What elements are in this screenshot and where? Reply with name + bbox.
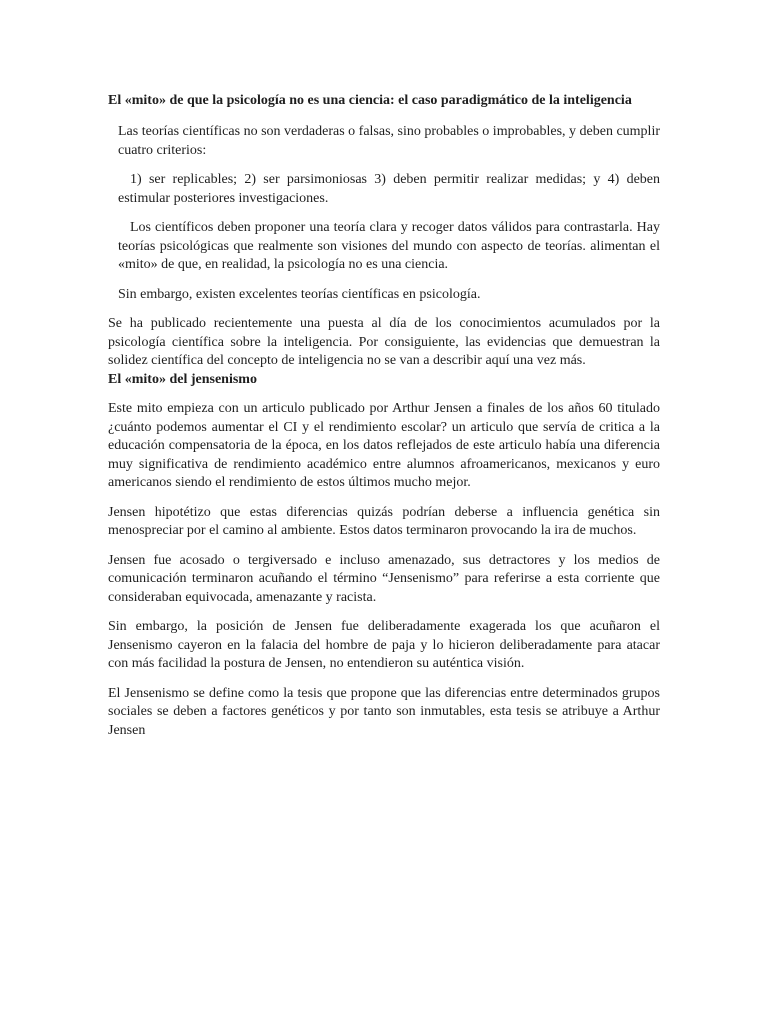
- criteria-list-paragraph: 1) ser replicables; 2) ser parsimoniosas 3) deben permitir realizar medidas; y 4) deben estimular posteriores investigaciones.: [118, 172, 660, 206]
- scientists-paragraph: Los científicos deben proponer una teoría clara y recoger datos válidos para contrastarla. Hay teorías psicológicas que realmente son visiones del mundo con aspecto de teorías. alimentan el «mito» de que, en realidad, la psicología no es una ciencia.: [118, 220, 660, 272]
- body-paragraph-2: Jensen hipotétizo que estas diferencias quizás podrían deberse a influencia genética sin menospreciar por el camino al ambiente. Estos datos terminaron provocando la ira de muchos.: [108, 504, 660, 538]
- body-paragraph-1: Este mito empieza con un articulo publicado por Arthur Jensen a finales de los años 60 titulado ¿cuánto podemos aumentar el CI y el rendimiento escolar? un articulo que servía de critica a la educación compensatoria de la época, en los datos reflejados de este articulo había una diferencia muy significativa de rendimiento académico entre alumnos afroamericanos, mexicanos y euro americanos siendo el rendimiento de estos últimos mucho mejor.: [108, 401, 660, 490]
- body-paragraph-3: Jensen fue acosado o tergiversado e incluso amenazado, sus detractores y los medios de comunicación terminaron acuñando el término “Jensenismo” para referirse a esta corriente que consideraban equivocada, amenazante y racista.: [108, 552, 660, 605]
- criteria-intro-paragraph: Las teorías científicas no son verdaderas o falsas, sino probables o improbables, y deben cumplir cuatro criterios:: [118, 124, 660, 158]
- however-paragraph: Sin embargo, existen excelentes teorías científicas en psicología.: [118, 286, 481, 302]
- body-paragraph-5: El Jensenismo se define como la tesis que propone que las diferencias entre determinados grupos sociales se deben a factores genéticos y por tanto son inmutables, esta tesis se atribuye a Arthur Jensen: [108, 685, 660, 738]
- intro-paragraph: Se ha publicado recientemente una puesta al día de los conocimientos acumulados por la psicología científica sobre la inteligencia. Por consiguiente, las evidencias que demuestran la solidez científica del concepto de inteligencia no se van a describir aquí una vez más.: [108, 316, 660, 368]
- body-paragraph-4: Sin embargo, la posición de Jensen fue deliberadamente exagerada los que acuñaron el Jensenismo cayeron en la falacia del hombre de paja y lo hicieron deliberadamente para atacar con más facilidad la postura de Jensen, no entendieron su auténtica visión.: [108, 619, 660, 671]
- document-page: [108, 91, 660, 751]
- document-title: El «mito» de que la psicología no es una ciencia: el caso paradigmático de la inteligencia: [108, 93, 632, 108]
- indented-summary: [118, 123, 660, 304]
- section-title: El «mito» del jensenismo: [108, 371, 257, 387]
